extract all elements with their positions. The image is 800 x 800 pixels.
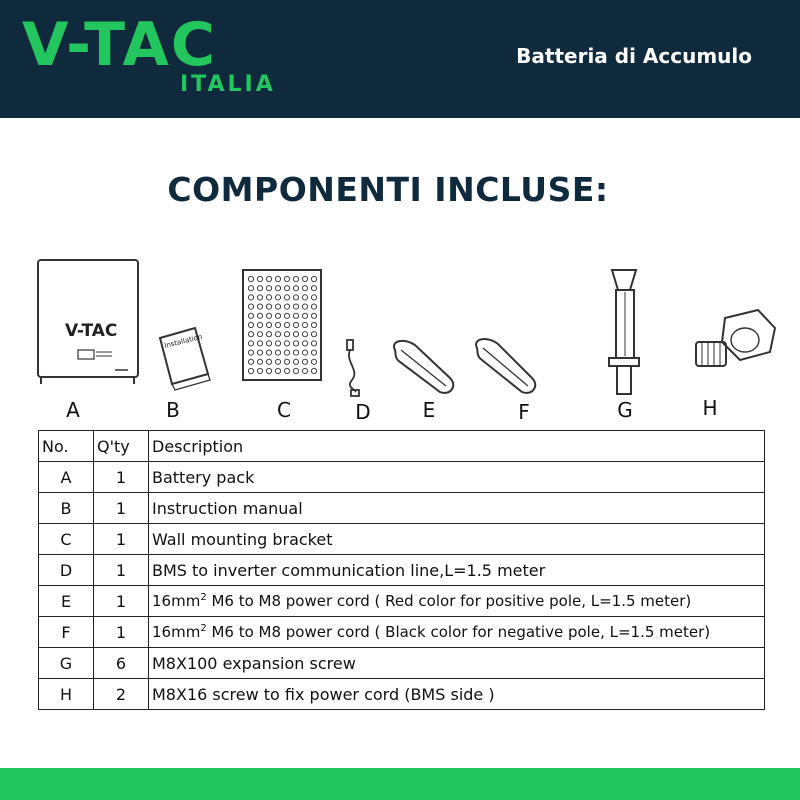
manual-cover-text: Installation [163,332,204,350]
components-table [38,430,765,710]
row-description: M8X16 screw to fix power cord (BMS side ) [149,679,765,710]
bracket-hole [293,368,298,373]
bracket-hole [257,350,262,355]
bracket-hole [311,276,316,281]
bracket-hole [266,359,271,364]
component-label-g: G [617,398,633,422]
component-label-f: F [518,400,530,424]
bracket-hole [275,286,280,291]
bracket-hole [248,341,253,346]
bracket-hole [248,368,253,373]
bracket-hole [302,368,307,373]
components-illustration [0,250,800,425]
bracket-hole [266,304,271,309]
bracket-hole [284,276,289,281]
bracket-hole [266,341,271,346]
bracket-hole [293,295,298,300]
bracket-hole [275,276,280,281]
row-no: A [39,462,94,493]
power-cord-icon [394,341,453,393]
row-qty: 1 [94,462,149,493]
bracket-hole [275,295,280,300]
component-label-h: H [702,396,718,420]
bracket-hole [248,286,253,291]
row-no: D [39,555,94,586]
bracket-hole [257,295,262,300]
bracket-hole [293,332,298,337]
bracket-hole [275,368,280,373]
bolt-icon [696,310,775,366]
bracket-hole [293,359,298,364]
bracket-hole [293,322,298,327]
table-row [39,679,765,710]
table-row [39,555,765,586]
bracket-hole [302,341,307,346]
bracket-hole [293,286,298,291]
table-header-qty: Q'ty [94,431,149,462]
bracket-hole [248,295,253,300]
desc-superscript: 2 [200,623,207,634]
component-label-a: A [66,398,80,422]
bracket-hole [302,332,307,337]
bracket-hole [284,359,289,364]
desc-text: M6 to M8 power cord ( Red color for positive pole, L=1.5 meter) [206,592,692,610]
row-no: F [39,617,94,648]
bracket-hole [311,295,316,300]
header-bar [0,0,800,118]
bracket-hole [257,313,262,318]
bracket-hole [311,304,316,309]
bracket-hole [311,332,316,337]
row-description: Instruction manual [149,493,765,524]
bracket-hole [284,332,289,337]
bracket-hole [266,368,271,373]
bracket-hole [302,286,307,291]
bracket-hole [284,368,289,373]
bracket-hole [311,359,316,364]
bracket-hole [302,304,307,309]
bracket-hole [275,341,280,346]
bracket-hole [293,350,298,355]
page-heading: COMPONENTI INCLUSE: [167,170,609,209]
bracket-hole [257,332,262,337]
bracket-hole [284,304,289,309]
bracket-hole [311,322,316,327]
bracket-hole [293,313,298,318]
table-header-description: Description [149,431,765,462]
component-label-d: D [355,400,371,424]
footer-bar [0,768,800,800]
bracket-hole [284,295,289,300]
row-no: G [39,648,94,679]
bracket-hole [302,322,307,327]
row-qty: 1 [94,493,149,524]
bracket-hole [248,276,253,281]
power-cord-icon [476,339,535,393]
bracket-hole [293,304,298,309]
bracket-hole [248,332,253,337]
table-row [39,493,765,524]
bracket-hole [275,322,280,327]
bracket-hole [293,341,298,346]
header-title: Batteria di Accumulo [516,44,752,68]
bracket-hole [311,350,316,355]
bracket-hole [284,286,289,291]
bracket-hole [302,276,307,281]
bracket-hole [266,332,271,337]
component-label-c: C [277,398,291,422]
desc-size: 16mm [152,592,201,610]
bracket-hole [311,286,316,291]
row-qty: 1 [94,586,149,617]
table-row [39,617,765,648]
row-qty: 1 [94,524,149,555]
bracket-hole [257,341,262,346]
row-description [149,586,765,617]
expansion-screw-icon [609,270,639,394]
table-row [39,524,765,555]
bracket-hole [284,341,289,346]
bracket-hole [275,313,280,318]
bracket-hole [311,368,316,373]
bracket-hole [275,359,280,364]
bracket-hole [257,359,262,364]
bracket-hole [257,304,262,309]
bracket-hole [248,350,253,355]
bracket-hole [275,332,280,337]
battery-logo-text: V-TAC [65,321,118,341]
bracket-hole [266,350,271,355]
bracket-hole [257,322,262,327]
bracket-hole [284,313,289,318]
component-label-e: E [422,398,436,422]
table-row [39,586,765,617]
brand-logo: V-TAC [22,10,217,80]
brand-logo-subtitle: ITALIA [180,72,276,97]
table-header-row [39,431,765,462]
bracket-hole [302,313,307,318]
bracket-hole [248,304,253,309]
desc-superscript: 2 [200,592,207,603]
bracket-hole [257,276,262,281]
bracket-hole [293,276,298,281]
bracket-hole [275,350,280,355]
bracket-hole [266,322,271,327]
row-no: H [39,679,94,710]
table-row [39,462,765,493]
desc-text: M6 to M8 power cord ( Black color for negative pole, L=1.5 meter) [206,623,711,641]
row-no: B [39,493,94,524]
bracket-hole [302,359,307,364]
bracket-hole [248,322,253,327]
row-description [149,617,765,648]
component-label-b: B [166,398,180,422]
table-row [39,648,765,679]
bracket-hole [302,295,307,300]
bracket-hole [266,313,271,318]
row-qty: 2 [94,679,149,710]
bracket-hole [311,341,316,346]
bracket-hole [284,322,289,327]
row-description: Battery pack [149,462,765,493]
bracket-icon [243,270,321,380]
table-header-no: No. [39,431,94,462]
desc-size: 16mm [152,623,201,641]
row-no: C [39,524,94,555]
bracket-hole [275,304,280,309]
bracket-hole [257,286,262,291]
row-description: M8X100 expansion screw [149,648,765,679]
row-qty: 1 [94,555,149,586]
row-no: E [39,586,94,617]
row-description: BMS to inverter communication line,L=1.5 meter [149,555,765,586]
cable-icon [347,340,359,396]
bracket-hole [311,313,316,318]
bracket-hole [266,295,271,300]
row-qty: 6 [94,648,149,679]
bracket-hole [266,286,271,291]
row-qty: 1 [94,617,149,648]
bracket-hole [284,350,289,355]
bracket-hole [302,350,307,355]
bracket-hole [266,276,271,281]
bracket-hole [248,313,253,318]
row-description: Wall mounting bracket [149,524,765,555]
bracket-hole [257,368,262,373]
bracket-hole [248,359,253,364]
